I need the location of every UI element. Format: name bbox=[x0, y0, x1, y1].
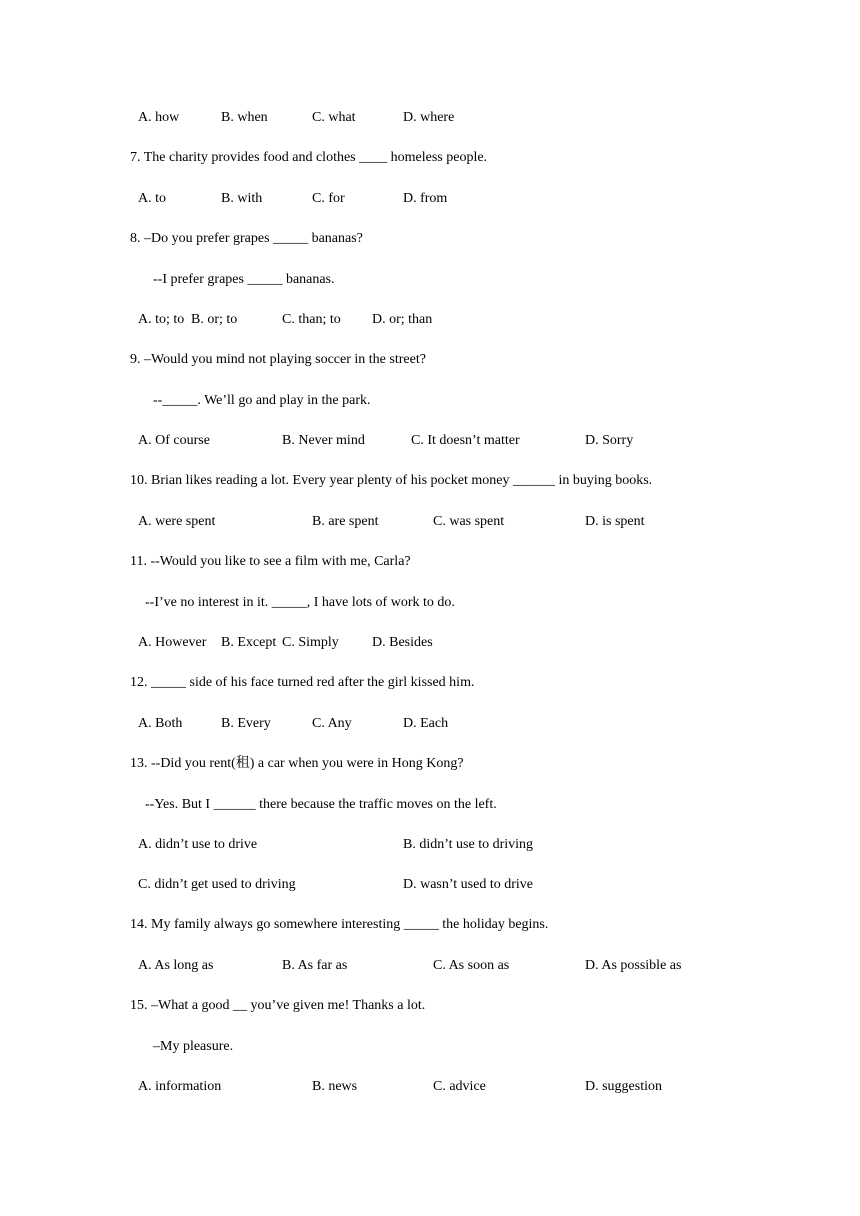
q14-option-b: B. As far as bbox=[282, 958, 348, 973]
q6-option-a: A. how bbox=[138, 110, 180, 125]
q10-option-b: B. are spent bbox=[312, 514, 379, 529]
q6-option-d: D. where bbox=[403, 110, 455, 125]
question-14: 14. My family always go somewhere interesting _____ the holiday begins. bbox=[130, 917, 549, 932]
q12-option-b: B. Every bbox=[221, 716, 271, 731]
q8-option-d: D. or; than bbox=[372, 312, 433, 327]
q15-option-d: D. suggestion bbox=[585, 1079, 662, 1094]
q14-option-a: A. As long as bbox=[138, 958, 214, 973]
q8-option-a: A. to; to bbox=[138, 312, 185, 327]
q15-option-b: B. news bbox=[312, 1079, 358, 1094]
q11-option-b: B. Except bbox=[221, 635, 277, 650]
q15-option-c: C. advice bbox=[433, 1079, 486, 1094]
q11-option-c: C. Simply bbox=[282, 635, 339, 650]
question-11: 11. --Would you like to see a film with me, Carla? bbox=[130, 554, 411, 569]
q13-option-b: B. didn’t use to driving bbox=[403, 837, 534, 852]
q13-option-a: A. didn’t use to drive bbox=[138, 837, 258, 852]
q10-option-d: D. is spent bbox=[585, 514, 645, 529]
q7-option-d: D. from bbox=[403, 191, 448, 206]
q9-option-a: A. Of course bbox=[138, 433, 210, 448]
question-13-reply: --Yes. But I ______ there because the traffic moves on the left. bbox=[145, 797, 497, 812]
q6-option-c: C. what bbox=[312, 110, 356, 125]
q8-option-b: B. or; to bbox=[191, 312, 238, 327]
question-15-reply: –My pleasure. bbox=[153, 1039, 234, 1054]
q10-option-c: C. was spent bbox=[433, 514, 505, 529]
q8-option-c: C. than; to bbox=[282, 312, 341, 327]
q9-option-d: D. Sorry bbox=[585, 433, 634, 448]
question-9-reply: --_____. We’ll go and play in the park. bbox=[153, 393, 371, 408]
q13-option-d: D. wasn’t used to drive bbox=[403, 877, 533, 892]
q12-option-c: C. Any bbox=[312, 716, 352, 731]
q15-option-a: A. information bbox=[138, 1079, 222, 1094]
q9-option-c: C. It doesn’t matter bbox=[411, 433, 520, 448]
q10-option-a: A. were spent bbox=[138, 514, 216, 529]
q14-option-c: C. As soon as bbox=[433, 958, 510, 973]
q9-option-b: B. Never mind bbox=[282, 433, 365, 448]
question-7: 7. The charity provides food and clothes ____ homeless people. bbox=[130, 150, 488, 165]
question-15: 15. –What a good __ you’ve given me! Thanks a lot. bbox=[130, 998, 426, 1013]
question-10: 10. Brian likes reading a lot. Every year plenty of his pocket money ______ in buying books. bbox=[130, 473, 653, 488]
question-12: 12. _____ side of his face turned red after the girl kissed him. bbox=[130, 675, 475, 690]
question-9: 9. –Would you mind not playing soccer in the street? bbox=[130, 352, 426, 367]
q11-option-a: A. However bbox=[138, 635, 207, 650]
q12-option-d: D. Each bbox=[403, 716, 449, 731]
q12-option-a: A. Both bbox=[138, 716, 183, 731]
q7-option-c: C. for bbox=[312, 191, 345, 206]
q14-option-d: D. As possible as bbox=[585, 958, 682, 973]
question-8: 8. –Do you prefer grapes _____ bananas? bbox=[130, 231, 363, 246]
q11-option-d: D. Besides bbox=[372, 635, 433, 650]
question-8-reply: --I prefer grapes _____ bananas. bbox=[153, 272, 335, 287]
q7-option-b: B. with bbox=[221, 191, 263, 206]
question-11-reply: --I’ve no interest in it. _____, I have lots of work to do. bbox=[145, 595, 455, 610]
q6-option-b: B. when bbox=[221, 110, 268, 125]
q13-option-c: C. didn’t get used to driving bbox=[138, 877, 296, 892]
q7-option-a: A. to bbox=[138, 191, 166, 206]
question-13: 13. --Did you rent(租) a car when you were in Hong Kong? bbox=[130, 756, 464, 771]
